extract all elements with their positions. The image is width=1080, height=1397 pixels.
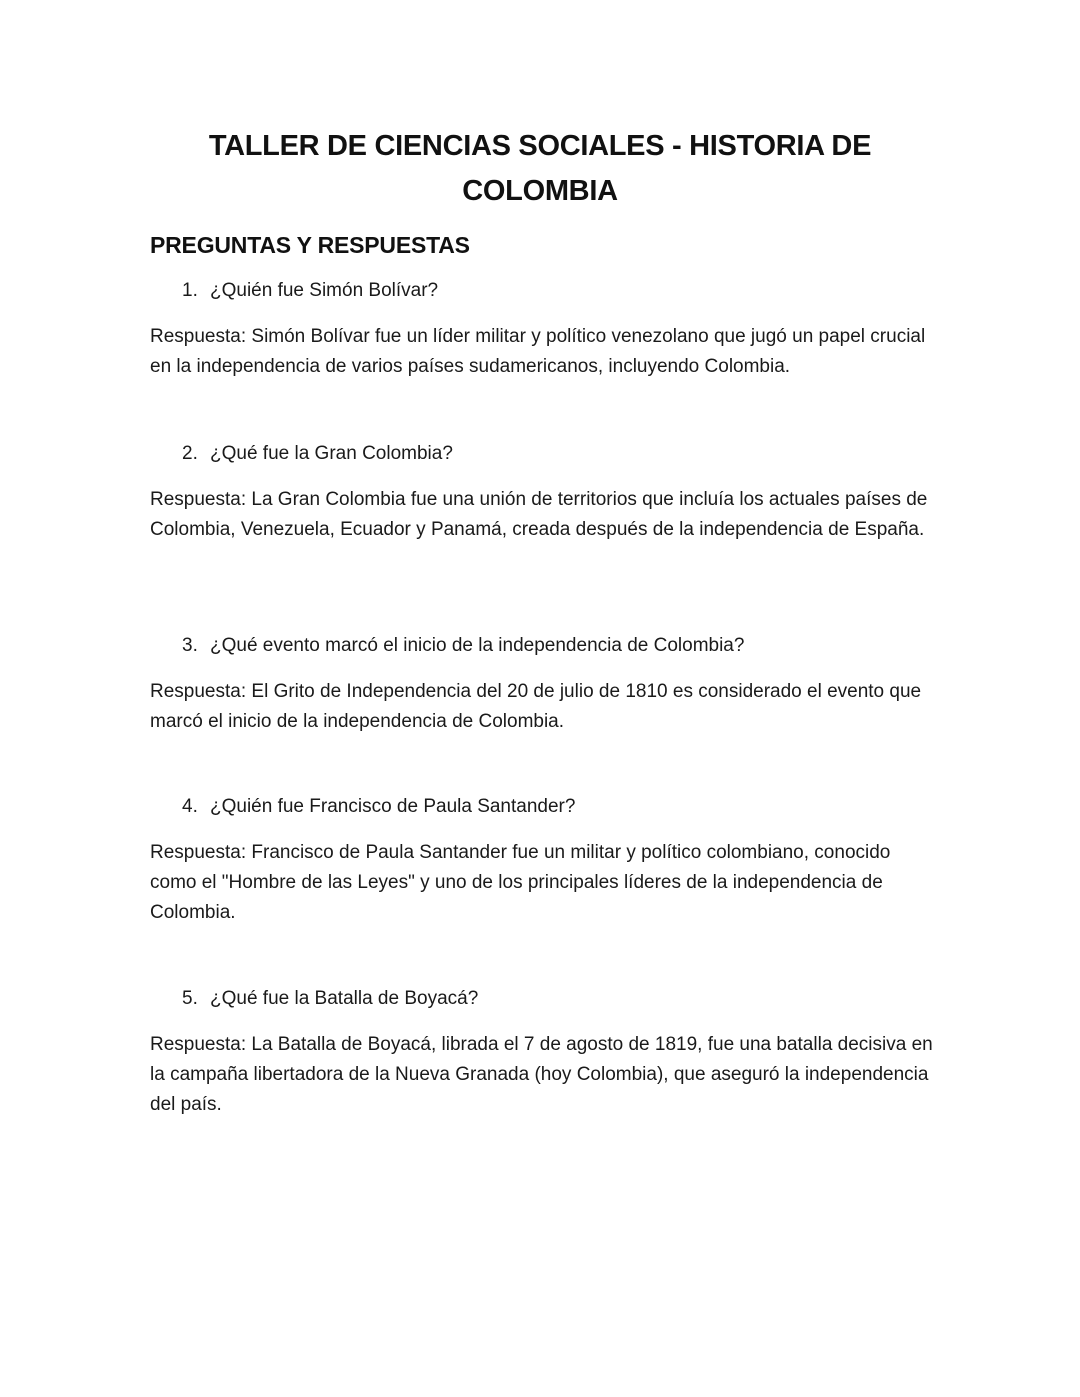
question bbox=[150, 278, 940, 304]
question bbox=[150, 441, 940, 467]
document-title: TALLER DE CIENCIAS SOCIALES - HISTORIA DE COLOMBIA bbox=[208, 130, 872, 207]
question-number: 5. bbox=[182, 988, 198, 1009]
qa-item-5 bbox=[150, 986, 940, 1120]
answer-text: Respuesta: Francisco de Paula Santander fue un militar y político colombiano, conocido como el "Hombre de las Leyes" y uno de los principales líderes de la independencia de Colombia. bbox=[150, 842, 891, 923]
answer-text: Respuesta: El Grito de Independencia del 20 de julio de 1810 es considerado el evento que marcó el inicio de la independencia de Colombia. bbox=[150, 681, 922, 732]
question bbox=[150, 986, 940, 1012]
question-text: ¿Quién fue Francisco de Paula Santander? bbox=[210, 796, 576, 817]
qa-item-1 bbox=[150, 278, 940, 382]
qa-item-4 bbox=[150, 794, 940, 928]
answer-text: Respuesta: Simón Bolívar fue un líder militar y político venezolano que jugó un papel crucial en la independencia de varios países sudamericanos, incluyendo Colombia. bbox=[150, 326, 926, 377]
question-number: 2. bbox=[182, 443, 198, 464]
section-heading: PREGUNTAS Y RESPUESTAS bbox=[150, 232, 470, 258]
answer-text: Respuesta: La Batalla de Boyacá, librada el 7 de agosto de 1819, fue una batalla decisiva en la campaña libertadora de la Nueva Granada (hoy Colombia), que aseguró la independencia del país. bbox=[150, 1034, 933, 1115]
question-text: ¿Qué evento marcó el inicio de la independencia de Colombia? bbox=[210, 635, 745, 656]
question-text: ¿Quién fue Simón Bolívar? bbox=[210, 280, 439, 301]
question-number: 3. bbox=[182, 635, 198, 656]
question-number: 1. bbox=[182, 280, 198, 301]
question-number: 4. bbox=[182, 796, 198, 817]
answer-text: Respuesta: La Gran Colombia fue una unión de territorios que incluía los actuales países de Colombia, Venezuela, Ecuador y Panamá, creada después de la independencia de España. bbox=[150, 489, 928, 540]
qa-item-3 bbox=[150, 633, 940, 737]
question bbox=[150, 633, 940, 659]
question-text: ¿Qué fue la Gran Colombia? bbox=[210, 443, 453, 464]
question bbox=[150, 794, 940, 820]
qa-item-2 bbox=[150, 441, 940, 545]
question-text: ¿Qué fue la Batalla de Boyacá? bbox=[210, 988, 479, 1009]
